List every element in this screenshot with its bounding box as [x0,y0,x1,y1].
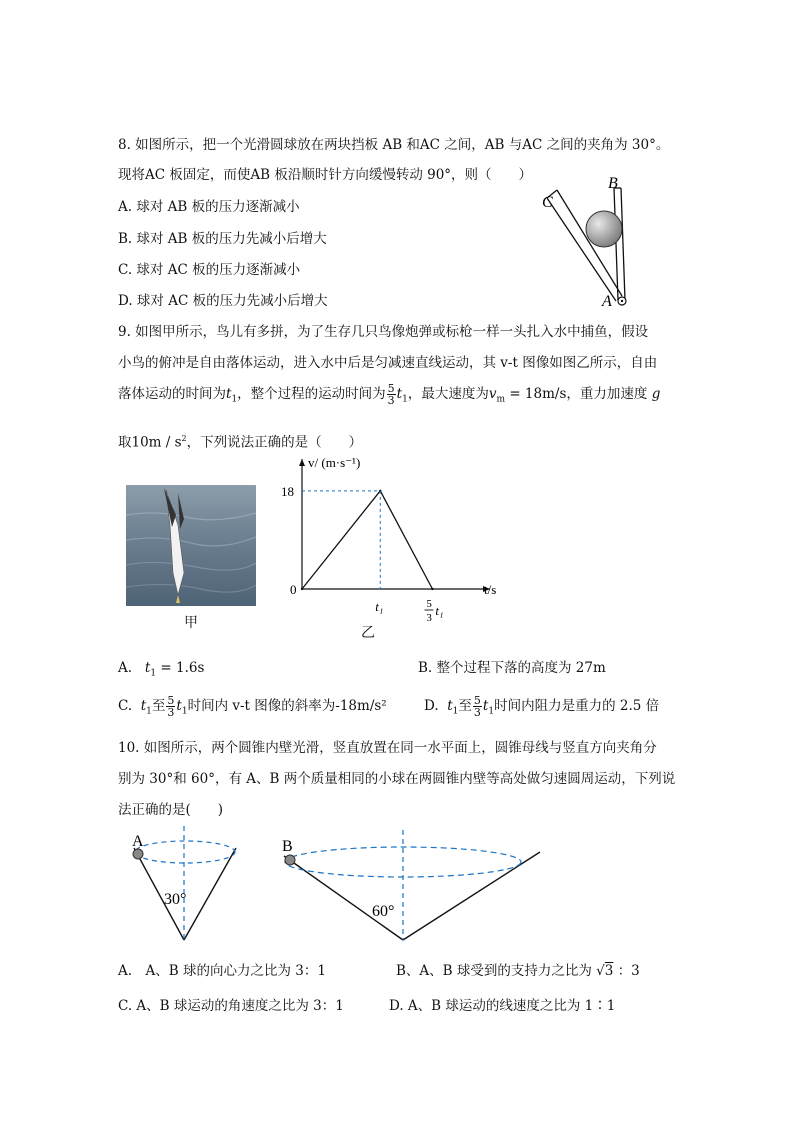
diving-bird-photo [126,485,256,606]
q9-option-c: C. $t_1$至 $\frac{5}{3}$ $t_1$时间内 v-t 图像的斜率为-18m/s² [118,694,387,719]
caption-jia: 甲 [184,615,198,631]
y-tick-0: 0 [290,582,297,597]
y-axis-label: v/ (m·s⁻¹) [308,455,361,470]
q10-option-c: C. A、B 球运动的角速度之比为 3：1 [118,998,344,1014]
label-b: B [608,175,618,192]
q10-option-a: A. A、B 球的向心力之比为 3：1 [118,963,326,979]
q8-option-d: D. 球对 AC 板的压力先减小后增大 [118,293,328,309]
x-tick-t1-b: t₁ [435,603,444,618]
x-axis-label: t/s [484,582,497,597]
x-tick-frac-den: 3 [426,612,432,624]
q10-option-b: B、A、B 球受到的支持力之比为 √3 ：3 [396,963,640,979]
label-c: C [542,194,553,211]
q8-option-c: C. 球对 AC 板的压力逐渐减小 [118,262,301,278]
q8-stem-line1: 8. 如图所示，把一个光滑圆球放在两块挡板 AB 和AC 之间，AB 与AC 之间的夹角为 30°。 [118,137,670,153]
q8-option-a: A. 球对 AB 板的压力逐渐减小 [118,199,300,215]
q9-option-d: D. $t_1$至 $\frac{5}{3}$ $t_1$时间内阻力是重力的 2.5 倍 [424,694,660,719]
q8-stem-line2: 现将AC 板固定，而使AB 板沿顺时针方向缓慢转动 90°，则（ ） [118,167,533,183]
vt-point-0 [301,588,303,590]
ball-a [133,849,143,859]
q9-stem-line4: 取$10m / s^2$，下列说法正确的是（ ） [118,434,363,451]
q8-option-b: B. 球对 AB 板的压力先减小后增大 [118,231,327,247]
y-axis-arrow [299,459,305,466]
label-ball-b: B [282,838,293,855]
vt-series-line [302,491,432,589]
x-tick-t1: t₁ [375,599,384,614]
q10-stem-line2: 别为 30°和 60°，有 A、B 两个质量相同的小球在两圆锥内壁等高处做匀速圆周运动，下列说 [118,771,676,787]
q8-figure [530,168,640,308]
q9-stem-line1: 9. 如图甲所示，鸟儿有多拼，为了生存几只鸟像炮弹或标枪一样一头扎入水中捕鱼，假设 [118,324,649,340]
cone-b-right [403,852,540,940]
frac-5-3: $\frac{5}{3}$ [387,382,395,407]
y-tick-18: 18 [281,483,294,499]
q9-stem-line3: 落体运动的时间为$t_1$，整个过程的运动时间为 $\frac{5}{3}$ $t_1$，最大速度为$v_m = 18m/s$，重力加速度 g [118,382,661,407]
angle-60: 60° [372,903,395,920]
q10-stem-line3: 法正确的是( ) [118,802,224,818]
board-ab-right [621,188,625,300]
q10-figure [118,826,548,946]
ball-b [285,855,295,865]
smooth-ball [586,211,622,247]
q9-option-b: B. 整个过程下落的高度为 27m [418,660,606,676]
x-tick-frac-num: 5 [426,598,432,610]
label-ball-a: A [132,833,144,850]
cone-b-left [284,856,403,940]
q9-option-a: A. $t_1 = 1.6s$ [118,660,205,679]
vt-point-2 [431,588,433,590]
cone-a-orbit [135,841,235,863]
label-a: A [602,293,612,310]
angle-30: 30° [164,891,187,908]
q9-stem-line2: 小鸟的俯冲是自由落体运动，进入水中后是匀减速直线运动，其 v-t 图像如图乙所示，自由 [118,355,658,371]
q10-option-d: D. A、B 球运动的线速度之比为 1∶1 [389,998,616,1014]
caption-yi: 乙 [361,625,375,641]
vt-chart [280,455,500,630]
q10-stem-line1: 10. 如图所示，两个圆锥内壁光滑，竖直放置在同一水平面上，圆锥母线与竖直方向夹角分 [118,740,657,756]
